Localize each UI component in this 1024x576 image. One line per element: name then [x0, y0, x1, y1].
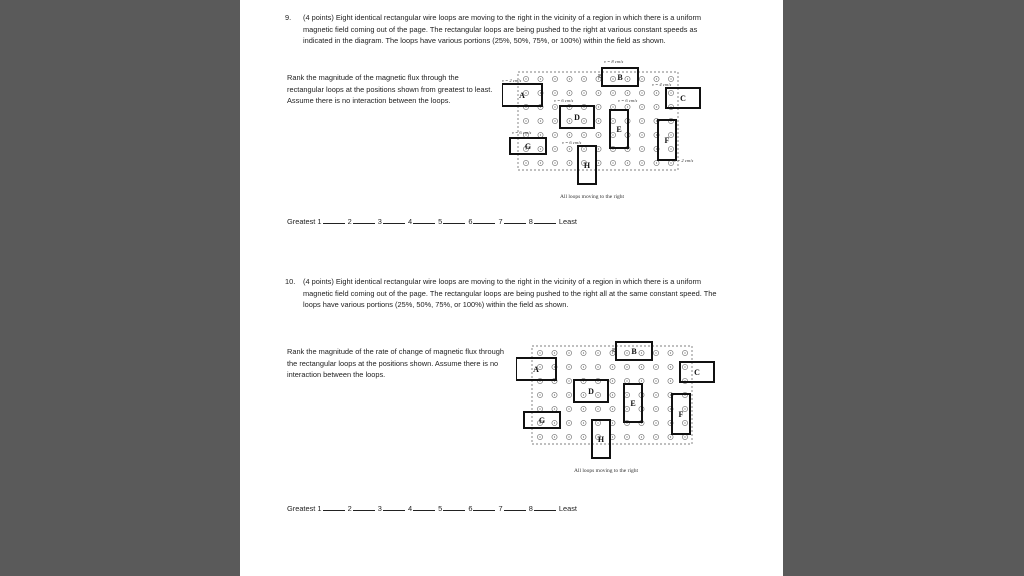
q9-prompt: Rank the magnitude of the magnetic flux through the rectangular loops at the positions shown from greatest to least. Assume there is no interaction between the loops. [287, 73, 493, 105]
rank-blank-8[interactable] [534, 216, 556, 224]
question-number: 10. [285, 277, 296, 286]
field-label: B [611, 348, 617, 354]
loop-label-f: F [664, 136, 670, 145]
speed-label-f: v = 2 cm/s [674, 158, 694, 163]
rank-blank-2[interactable] [353, 503, 375, 511]
loop-label-h: H [583, 161, 591, 170]
question-text: (4 points) Eight identical rectangular wire loops are moving to the right in the vicinity of a region in which there is a uniform magnetic field coming out of the page. The rectangular loops are being pushed to the right all at the same constant speed. The loops have various portions (25%, 50%, 75%, or 100%) within the field as shown. [303, 277, 717, 309]
rank-greatest-label: Greatest 1 [287, 504, 322, 513]
rank-least-label: Least [558, 504, 577, 513]
loop-label-d: D [588, 387, 594, 396]
loop-label-b: B [617, 73, 623, 82]
rank-3-label: 3 [377, 504, 382, 513]
rank-7-label: 7 [498, 504, 503, 513]
loop-label-e: E [630, 399, 636, 408]
rank-blank-6[interactable] [473, 503, 495, 511]
speed-label-c: v = 4 cm/s [652, 82, 672, 87]
loop-label-c: C [694, 368, 700, 377]
rank-2-label: 2 [347, 217, 352, 226]
loop-label-h: H [597, 435, 605, 444]
rank-greatest-label: Greatest 1 [287, 217, 322, 226]
rank-blank-3[interactable] [383, 216, 405, 224]
loop-label-g: G [524, 142, 532, 151]
speed-label-h: v = 6 cm/s [562, 140, 582, 145]
loop-label-c: C [680, 94, 686, 103]
rank-blank-1[interactable] [323, 503, 345, 511]
speed-label-g: v = 6 cm/s [512, 130, 532, 135]
rank-blank-5[interactable] [443, 216, 465, 224]
rank-blank-3[interactable] [383, 503, 405, 511]
speed-label-d: v = 6 cm/s [554, 98, 574, 103]
q10-ranking-line [287, 503, 577, 513]
rank-blank-7[interactable] [504, 503, 526, 511]
loop-label-b: B [631, 347, 637, 356]
q10-prompt: Rank the magnitude of the rate of change of magnetic flux through the rectangular loops at the positions shown. Assume there is no interaction between the loops. [287, 347, 504, 379]
rank-least-label: Least [558, 217, 577, 226]
rank-2-label: 2 [347, 504, 352, 513]
rank-blank-1[interactable] [323, 216, 345, 224]
field-label: B [597, 74, 603, 80]
rank-5-label: 5 [438, 504, 443, 513]
q10-diagram [516, 332, 738, 478]
rank-blank-2[interactable] [353, 216, 375, 224]
rank-6-label: 6 [468, 217, 473, 226]
speed-label-e: v = 6 cm/s [618, 98, 638, 103]
rank-7-label: 7 [498, 217, 503, 226]
rank-blank-6[interactable] [473, 216, 495, 224]
question-text: (4 points) Eight identical rectangular wire loops are moving to the right in the vicinity of a region in which there is a uniform magnetic field coming out of the page. The rectangular loops are being pushed to the right at various constant speeds as indicated in the diagram. The loops have various portions (25%, 50%, 75%, or 100%) within the field as shown. [303, 13, 702, 45]
loop-label-f: F [678, 410, 684, 419]
question-number: 9. [285, 13, 292, 22]
diagram-caption: All loops moving to the right [559, 194, 625, 200]
q9-ranking-line [287, 216, 577, 226]
q9-diagram [502, 58, 724, 204]
speed-label-b: v = 8 cm/s [604, 59, 624, 64]
rank-6-label: 6 [468, 504, 473, 513]
document-page [240, 0, 783, 576]
rank-blank-5[interactable] [443, 503, 465, 511]
rank-8-label: 8 [528, 504, 533, 513]
speed-label-a: v = 2 cm/s [502, 78, 522, 83]
loop-label-d: D [574, 113, 580, 122]
loop-label-g: G [538, 416, 546, 425]
rank-blank-4[interactable] [413, 216, 435, 224]
rank-blank-7[interactable] [504, 216, 526, 224]
rank-4-label: 4 [407, 217, 413, 226]
rank-blank-4[interactable] [413, 503, 435, 511]
loop-label-a: A [519, 91, 525, 100]
loop-label-a: A [533, 365, 539, 374]
loop-label-e: E [616, 125, 622, 134]
rank-4-label: 4 [407, 504, 413, 513]
rank-8-label: 8 [528, 217, 533, 226]
rank-3-label: 3 [377, 217, 382, 226]
diagram-caption: All loops moving to the right [573, 468, 639, 474]
rank-5-label: 5 [438, 217, 443, 226]
rank-blank-8[interactable] [534, 503, 556, 511]
